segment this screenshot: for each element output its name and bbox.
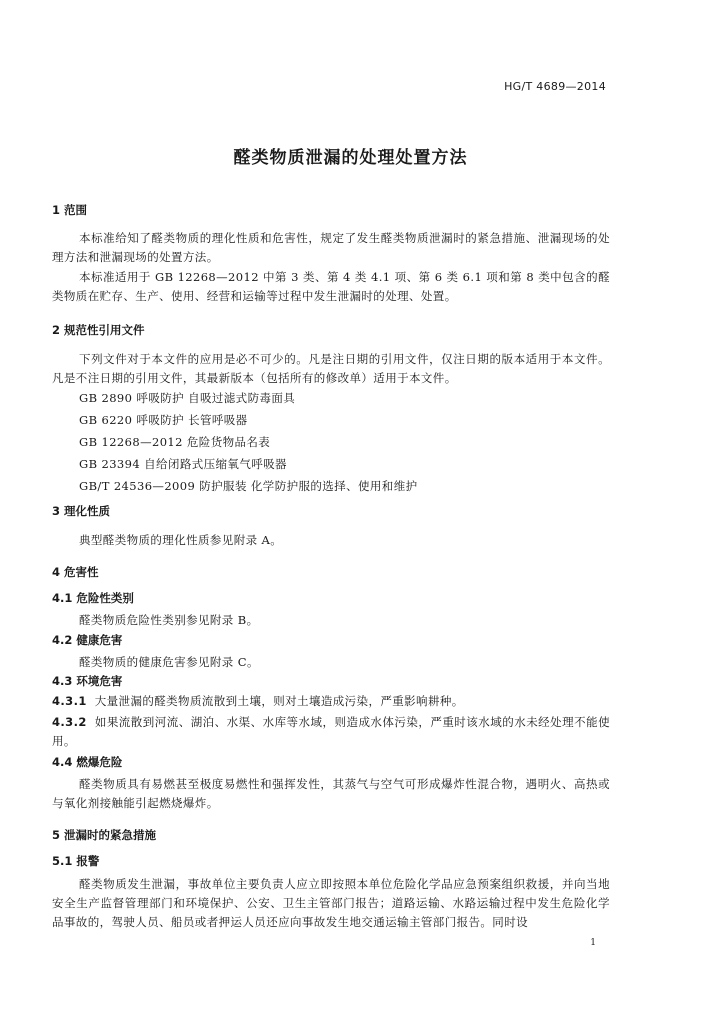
- section-5-heading: 5 泄漏时的紧急措施: [52, 828, 157, 842]
- section-1-paragraph-1: 本标准给知了醛类物质的理化性质和危害性，规定了发生醛类物质泄漏时的紧急措施、泄漏现场的处理方法和泄漏现场的处置方法。: [52, 231, 610, 264]
- section-5-1-paragraph: 醛类物质发生泄漏，事故单位主要负责人应立即按照本单位危险化学品应急预案组织救援，并向当地安全生产监督管理部门和环境保护、公安、卫生主管部门报告；道路运输、水路运输过程中发生危险化学品事故的，驾驶人员、船员或者押运人员还应向事故发生地交通运输主管部门报告。同时设: [52, 877, 610, 929]
- page-number: 1: [590, 938, 596, 948]
- reference-item: GB/T 24536—2009 防护服装 化学防护服的选择、使用和维护: [79, 479, 418, 493]
- reference-item: GB 23394 自给闭路式压缩氧气呼吸器: [79, 457, 287, 471]
- section-4-1-paragraph: 醛类物质危险性类别参见附录 B。: [79, 613, 259, 627]
- section-4-heading: 4 危害性: [52, 565, 99, 579]
- section-4-3-2-item: [52, 713, 610, 751]
- section-4-4-heading: 4.4 燃爆危险: [52, 755, 123, 769]
- section-4-2-heading: 4.2 健康危害: [52, 633, 123, 647]
- reference-item: GB 6220 呼吸防护 长管呼吸器: [79, 413, 248, 427]
- standard-code: HG/T 4689—2014: [504, 80, 606, 93]
- section-5-1-heading: 5.1 报警: [52, 854, 100, 868]
- section-4-3-1-item: [52, 692, 610, 711]
- section-4-4-paragraph: 醛类物质具有易燃甚至极度易燃性和强挥发性，其蒸气与空气可形成爆炸性混合物，遇明火、高热或与氧化剂接触能引起燃烧爆炸。: [52, 777, 610, 810]
- section-2-heading: 2 规范性引用文件: [52, 323, 145, 337]
- section-3-heading: 3 理化性质: [52, 504, 111, 518]
- section-2-paragraph-1: 下列文件对于本文件的应用是必不可少的。凡是注日期的引用文件，仅注日期的版本适用于本文件。凡是不注日期的引用文件，其最新版本（包括所有的修改单）适用于本文件。: [52, 352, 610, 385]
- section-1-heading: 1 范围: [52, 203, 88, 217]
- item-number: 4.3.1: [52, 694, 87, 708]
- document-title: 醛类物质泄漏的处理处置方法: [233, 148, 468, 168]
- section-3-paragraph-1: 典型醛类物质的理化性质参见附录 A。: [79, 533, 283, 547]
- item-text: 如果流散到河流、湖泊、水渠、水库等水域，则造成水体污染，严重时该水域的水未经处理不能使用。: [52, 715, 610, 748]
- section-1-paragraph-2: 本标准适用于 GB 12268—2012 中第 3 类、第 4 类 4.1 项、第 6 类 6.1 项和第 8 类中包含的醛类物质在贮存、生产、使用、经营和运输等过程中发生泄漏时的处理、处置。: [52, 270, 610, 303]
- item-number: 4.3.2: [52, 715, 87, 729]
- section-4-2-paragraph: 醛类物质的健康危害参见附录 C。: [79, 655, 259, 669]
- reference-item: GB 12268—2012 危险货物品名表: [79, 435, 271, 449]
- reference-item: GB 2890 呼吸防护 自吸过滤式防毒面具: [79, 391, 296, 405]
- item-text: 大量泄漏的醛类物质流散到土壤，则对土壤造成污染，严重影响耕种。: [94, 694, 464, 708]
- section-4-3-heading: 4.3 环境危害: [52, 674, 123, 688]
- section-4-1-heading: 4.1 危险性类别: [52, 591, 134, 605]
